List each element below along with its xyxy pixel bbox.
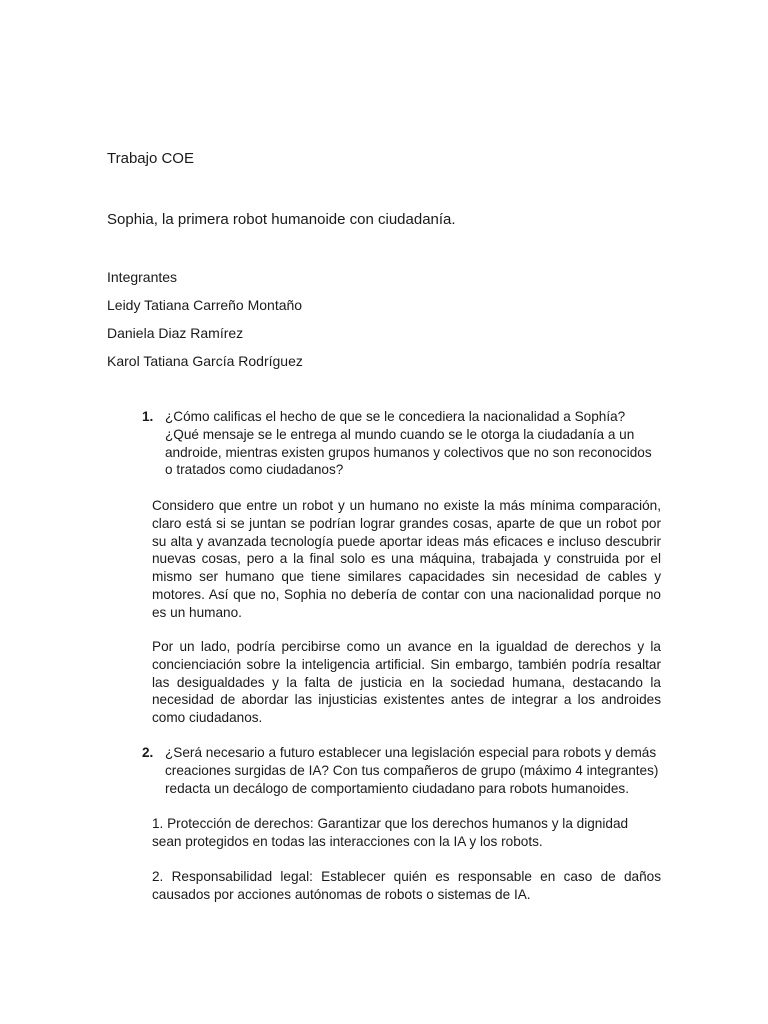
document-subtitle: Sophia, la primera robot humanoide con ciudadanía.	[107, 211, 456, 228]
answer-1-paragraph-1: Considero que entre un robot y un humano no existe la más mínima comparación, claro está si se juntan se podrían lograr grandes cosas, aparte de que un robot por su alta y avanzada tecnología puede aportar ideas más eficaces e incluso descubrir nuevas cosas, pero a la final solo es una máquina, trabajada y construida por el mismo ser humano que tiene similares capacidades sin necesidad de cables y motores. Así que no, Sophia no debería de contar con una nacionalidad porque no es un humano.	[152, 498, 661, 620]
members-block	[107, 269, 303, 381]
question-text: ¿Será necesario a futuro establecer una legislación especial para robots y demás creaciones surgidas de IA? Con tus compañeros de grupo (máximo 4 integrantes) redacta un decálogo de comportamiento ciudadano para robots humanoides.	[165, 745, 659, 796]
question-text: ¿Cómo calificas el hecho de que se le concediera la nacionalidad a Sophía? ¿Qué mensaje se le entrega al mundo cuando se le otorga la ciudadanía a un androide, mientras existen grupos humanos y colectivos que no son reconocidos o tratados como ciudadanos?	[165, 409, 652, 478]
answer-2-item-1: 1. Protección de derechos: Garantizar que los derechos humanos y la dignidad sean protegidos en todas las interacciones con la IA y los robots.	[152, 816, 629, 849]
members-label: Integrantes	[107, 269, 178, 285]
member-name: Karol Tatiana García Rodríguez	[107, 353, 303, 369]
answer-1-paragraph-2: Por un lado, podría percibirse como un avance en la igualdad de derechos y la concienciación sobre la inteligencia artificial. Sin embargo, también podría resaltar las desigualdades y la falta de justicia en la sociedad humana, destacando la necesidad de abordar las injusticias existentes antes de integrar a los androides como ciudadanos.	[152, 639, 661, 726]
answer-2-item-2: 2. Responsabilidad legal: Establecer quién es responsable en caso de daños causados por acciones autónomas de robots o sistemas de IA.	[152, 869, 661, 902]
member-name: Daniela Diaz Ramírez	[107, 325, 244, 341]
question-2	[142, 744, 662, 797]
document-title: Trabajo COE	[107, 150, 194, 167]
member-name: Leidy Tatiana Carreño Montaño	[107, 297, 303, 313]
question-1	[142, 408, 662, 479]
question-number: 2.	[142, 745, 154, 760]
question-number: 1.	[142, 409, 154, 424]
